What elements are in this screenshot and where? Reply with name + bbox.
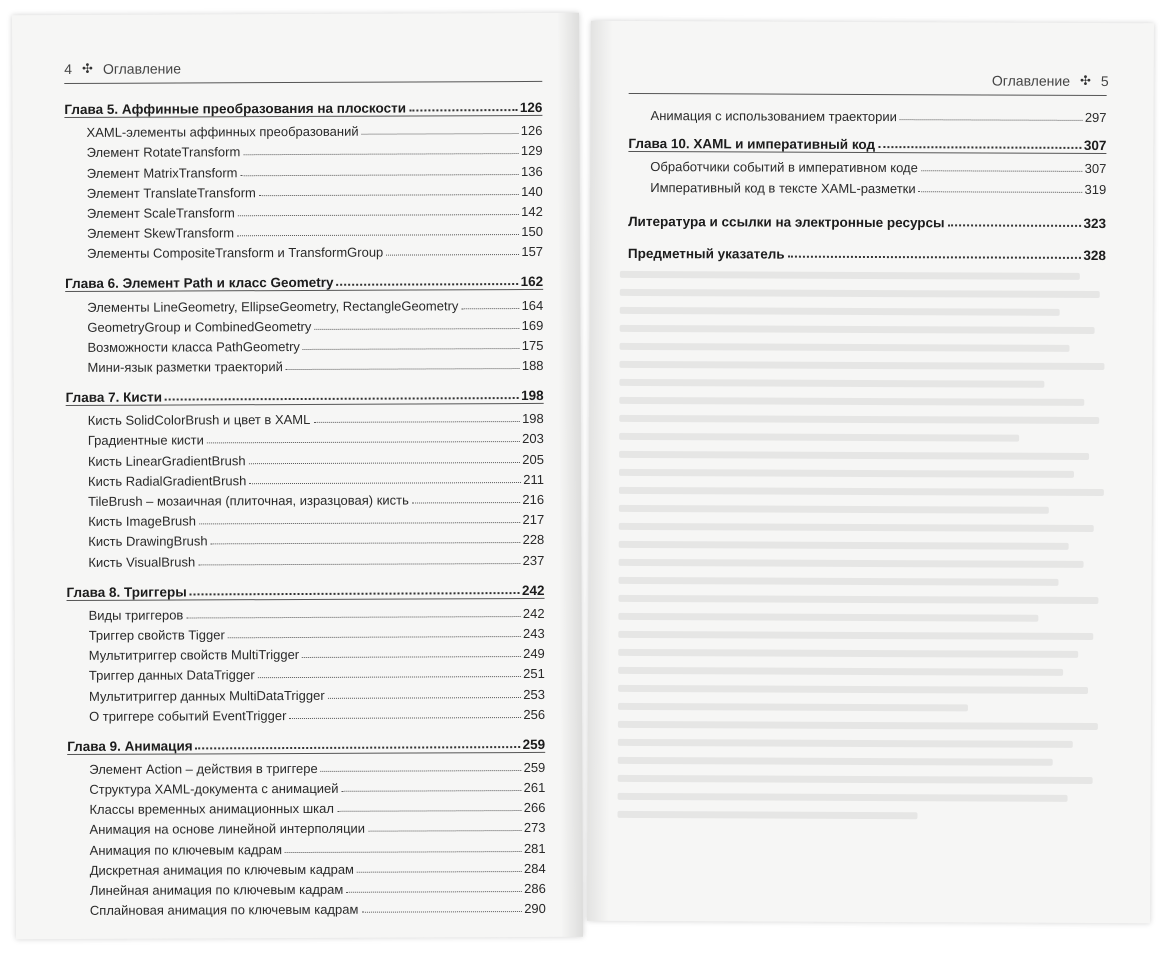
leader-dots [900, 118, 1083, 121]
right-page [587, 21, 1154, 923]
entry-page: 126 [520, 123, 543, 139]
entry-page: 129 [520, 143, 543, 159]
toc-entry[interactable] [65, 312, 543, 334]
leader-dots [302, 655, 521, 658]
leader-dots [258, 675, 522, 678]
toc-entry[interactable] [65, 199, 543, 221]
entry-page: 297 [1084, 110, 1107, 126]
chapter-page: 198 [521, 387, 544, 404]
entry-label: Обработчики событий в императивном коде [650, 159, 918, 176]
continued-section [629, 103, 1107, 125]
leader-dots [285, 850, 522, 853]
entry-label: Элемент RotateTransform [86, 144, 241, 161]
chapter-page: 126 [519, 99, 543, 116]
entry-page: 266 [523, 800, 546, 816]
header-rule [629, 93, 1107, 96]
toc-entry[interactable] [67, 755, 545, 777]
entry-label: Кисть SolidColorBrush и цвет в XAML [87, 412, 311, 429]
entry-page: 249 [523, 646, 545, 662]
entry-label: Структура XAML-документа с анимацией [89, 780, 339, 797]
entry-page: 175 [521, 337, 544, 353]
entry-page: 319 [1084, 181, 1107, 197]
entry-label: Возможности класса PathGeometry [87, 338, 300, 355]
entry-page: 251 [523, 666, 545, 682]
entry-page: 169 [521, 317, 544, 333]
entry-label: Триггер свойств Tigger [88, 627, 225, 643]
toc-entry[interactable] [65, 158, 543, 180]
entry-page: 211 [523, 471, 545, 487]
toc-entry[interactable] [628, 174, 1106, 196]
entry-page: 242 [522, 605, 545, 621]
chapter-title: Глава 5. Аффинные преобразования на плоскости [64, 100, 407, 118]
toc-entry[interactable] [629, 103, 1107, 125]
leader-dots [921, 170, 1083, 173]
chapter-page: 323 [1083, 215, 1107, 231]
entry-page: 290 [524, 901, 546, 917]
page-gutter-shadow [587, 21, 613, 921]
entry-label: Элементы LineGeometry, EllipseGeometry, RectangleGeometry [87, 297, 459, 315]
entry-page: 237 [522, 552, 545, 568]
leader-dots [211, 541, 521, 544]
toc-entry[interactable] [628, 154, 1106, 176]
toc-entry[interactable] [66, 426, 544, 448]
leader-dots [303, 347, 520, 350]
leader-dots [186, 615, 521, 618]
page-gutter-shadow [557, 13, 583, 937]
toc-entry[interactable] [67, 775, 545, 797]
chapter-heading[interactable] [628, 209, 1106, 231]
entry-page: 198 [522, 411, 544, 427]
chapter-page: 328 [1083, 247, 1106, 263]
table-of-contents [64, 95, 546, 928]
leader-dots [919, 190, 1083, 193]
entry-page: 228 [522, 532, 545, 548]
entry-label: Виды триггеров [88, 607, 184, 623]
chapter-page: 259 [522, 736, 546, 752]
chapter-heading[interactable] [67, 732, 545, 755]
leader-dots [412, 501, 521, 503]
leader-dots [207, 440, 520, 443]
leader-dots [948, 223, 1082, 227]
toc-entry[interactable] [66, 446, 544, 468]
running-title: Оглавление [102, 60, 182, 77]
entry-page: 273 [523, 820, 546, 836]
leader-dots [368, 829, 522, 832]
entry-label: Мультитриггер свойств MultiTrigger [88, 647, 300, 664]
chapter-heading[interactable] [66, 577, 544, 600]
header-rule [64, 81, 542, 84]
entry-page: 307 [1084, 161, 1107, 177]
leader-dots [190, 591, 520, 595]
leader-dots [878, 145, 1082, 149]
entry-page: 243 [522, 625, 545, 641]
leader-dots [313, 420, 520, 423]
leader-dots [196, 745, 521, 749]
references-section [628, 209, 1106, 231]
toc-entry[interactable] [65, 292, 543, 314]
entry-label: Сплайновая анимация по ключевым кадрам [89, 901, 359, 919]
entry-page: 140 [521, 183, 543, 199]
entry-label: Императивный код в тексте XAML-разметки [650, 179, 916, 196]
index-section [628, 241, 1106, 263]
leader-dots [342, 789, 522, 792]
leader-dots [362, 132, 519, 135]
chapter-heading[interactable] [64, 95, 542, 118]
toc-entry[interactable] [66, 527, 544, 549]
leader-dots [259, 193, 519, 196]
toc-entry[interactable] [66, 487, 544, 509]
leader-dots [409, 108, 518, 111]
toc-entry[interactable] [68, 896, 546, 918]
leader-dots [240, 173, 519, 176]
chapter-heading[interactable] [65, 269, 543, 292]
chapter-heading[interactable] [628, 131, 1106, 154]
leader-dots [328, 696, 522, 699]
page-number: 5 [1100, 73, 1109, 90]
chapter-page: 162 [520, 274, 544, 290]
toc-entry[interactable] [65, 138, 543, 160]
chapter-title: Глава 8. Триггеры [66, 584, 187, 600]
toc-entry[interactable] [64, 118, 542, 140]
entry-label: Дискретная анимация по ключевым кадрам [89, 861, 354, 878]
entry-label: Элементы CompositeTransform и TransformGroup [86, 244, 384, 262]
entry-label: Элемент ScaleTransform [86, 205, 235, 221]
chapter-title: Глава 9. Анимация [67, 738, 193, 754]
entry-label: Кисть DrawingBrush [88, 533, 208, 550]
entry-page: 286 [524, 880, 546, 897]
entry-page: 164 [521, 297, 544, 313]
entry-label: Триггер данных DataTrigger [88, 667, 255, 684]
chapter-title: Литература и ссылки на электронные ресурсы [628, 213, 945, 230]
leader-dots [321, 769, 522, 772]
toc-entry[interactable] [67, 795, 545, 817]
chapter-page: 242 [521, 582, 545, 598]
entry-page: 256 [523, 706, 546, 722]
chapter-9 [67, 732, 546, 919]
toc-entry[interactable] [66, 406, 544, 428]
leader-dots [199, 521, 521, 524]
chapter-10 [628, 131, 1106, 196]
entry-page: 281 [523, 840, 546, 856]
entry-label: Элемент SkewTransform [86, 225, 235, 242]
toc-entry[interactable] [68, 876, 546, 898]
leader-dots [461, 307, 519, 309]
chapter-heading[interactable] [628, 241, 1106, 263]
toc-entry[interactable] [66, 507, 544, 529]
entry-label: Анимация по ключевым кадрам [89, 841, 283, 858]
table-of-contents [628, 103, 1107, 275]
entry-label: TileBrush – мозаичная (плиточная, изразцовая) кисть [88, 492, 409, 509]
toc-entry[interactable] [67, 681, 545, 703]
toc-entry[interactable] [67, 641, 545, 663]
chapter-heading[interactable] [66, 383, 544, 406]
entry-page: 253 [523, 686, 545, 702]
toc-entry[interactable] [67, 621, 545, 643]
entry-label: Анимация с использованием траектории [650, 108, 897, 125]
entry-page: 216 [522, 491, 545, 508]
leader-dots [314, 327, 519, 330]
entry-label: Мультитриггер данных MultiDataTrigger [88, 687, 325, 704]
chapter-5 [64, 95, 543, 261]
leader-dots [357, 870, 522, 873]
page-number: 4 [64, 60, 73, 78]
entry-label: GeometryGroup и CombinedGeometry [87, 318, 312, 335]
leader-dots [243, 152, 519, 155]
entry-page: 284 [523, 860, 546, 876]
show-through-text [617, 271, 1119, 831]
entry-label: Кисть VisualBrush [88, 554, 196, 570]
running-header [992, 73, 1109, 90]
leader-dots [249, 481, 521, 484]
running-title: Оглавление [991, 72, 1071, 89]
entry-label: Элемент Action – действия в триггере [89, 760, 318, 777]
chapter-title: Глава 7. Кисти [65, 389, 163, 406]
toc-entry[interactable] [67, 815, 545, 837]
entry-page: 259 [523, 759, 546, 775]
entry-label: XAML-элементы аффинных преобразований [86, 123, 359, 141]
entry-page: 217 [522, 512, 545, 528]
entry-label: Элемент TranslateTransform [86, 184, 256, 201]
entry-label: Анимация на основе линейной интерполяции [89, 821, 366, 838]
toc-entry[interactable] [67, 701, 545, 723]
chapter-title: Глава 10. XAML и императивный код [628, 136, 876, 153]
leader-dots [346, 890, 522, 893]
entry-page: 142 [521, 203, 543, 219]
entry-page: 205 [522, 451, 544, 467]
leader-dots [198, 562, 520, 565]
toc-entry[interactable] [66, 547, 544, 569]
entry-label: О триггере событий EventTrigger [89, 707, 287, 724]
leader-dots [386, 253, 519, 256]
toc-entry[interactable] [66, 467, 544, 489]
entry-label: Кисть ImageBrush [88, 513, 196, 530]
ornament-icon: ✣ [1079, 72, 1091, 88]
toc-entry[interactable] [67, 600, 545, 622]
entry-label: Классы временных анимационных шкал [89, 801, 334, 818]
entry-page: 203 [522, 431, 544, 447]
ornament-icon: ✣ [81, 60, 93, 76]
leader-dots [237, 233, 519, 236]
entry-label: Кисть LinearGradientBrush [87, 452, 246, 469]
toc-entry[interactable] [65, 333, 543, 355]
toc-entry[interactable] [65, 219, 543, 241]
entry-label: Мини-язык разметки траекторий [87, 359, 283, 375]
leader-dots [238, 213, 519, 216]
leader-dots [361, 910, 522, 913]
leader-dots [336, 282, 518, 286]
chapter-6 [65, 269, 543, 375]
entry-label: Линейная анимация по ключевым кадрам [89, 881, 344, 898]
left-page [12, 13, 583, 939]
leader-dots [337, 809, 522, 812]
toc-entry[interactable] [65, 353, 543, 375]
toc-entry[interactable] [65, 239, 543, 261]
toc-entry[interactable] [68, 835, 546, 857]
entry-page: 150 [521, 224, 543, 240]
leader-dots [249, 461, 521, 464]
entry-page: 261 [523, 779, 546, 796]
chapter-8 [66, 577, 545, 723]
entry-page: 188 [521, 357, 544, 374]
chapter-title: Предметный указатель [627, 245, 785, 262]
toc-entry[interactable] [68, 856, 546, 878]
running-header [64, 61, 181, 78]
leader-dots [286, 367, 520, 370]
leader-dots [289, 716, 521, 719]
leader-dots [165, 396, 519, 401]
chapter-7 [66, 383, 545, 570]
chapter-title: Глава 6. Элемент Path и класс Geometry [65, 275, 334, 292]
entry-label: Кисть RadialGradientBrush [87, 473, 247, 489]
leader-dots [788, 254, 1082, 258]
toc-entry[interactable] [67, 661, 545, 683]
entry-page: 157 [521, 244, 544, 260]
leader-dots [228, 635, 521, 638]
toc-entry[interactable] [65, 178, 543, 200]
entry-label: Элемент MatrixTransform [86, 164, 238, 181]
chapter-page: 307 [1083, 138, 1107, 154]
entry-label: Градиентные кисти [87, 432, 204, 449]
entry-page: 136 [520, 163, 543, 179]
